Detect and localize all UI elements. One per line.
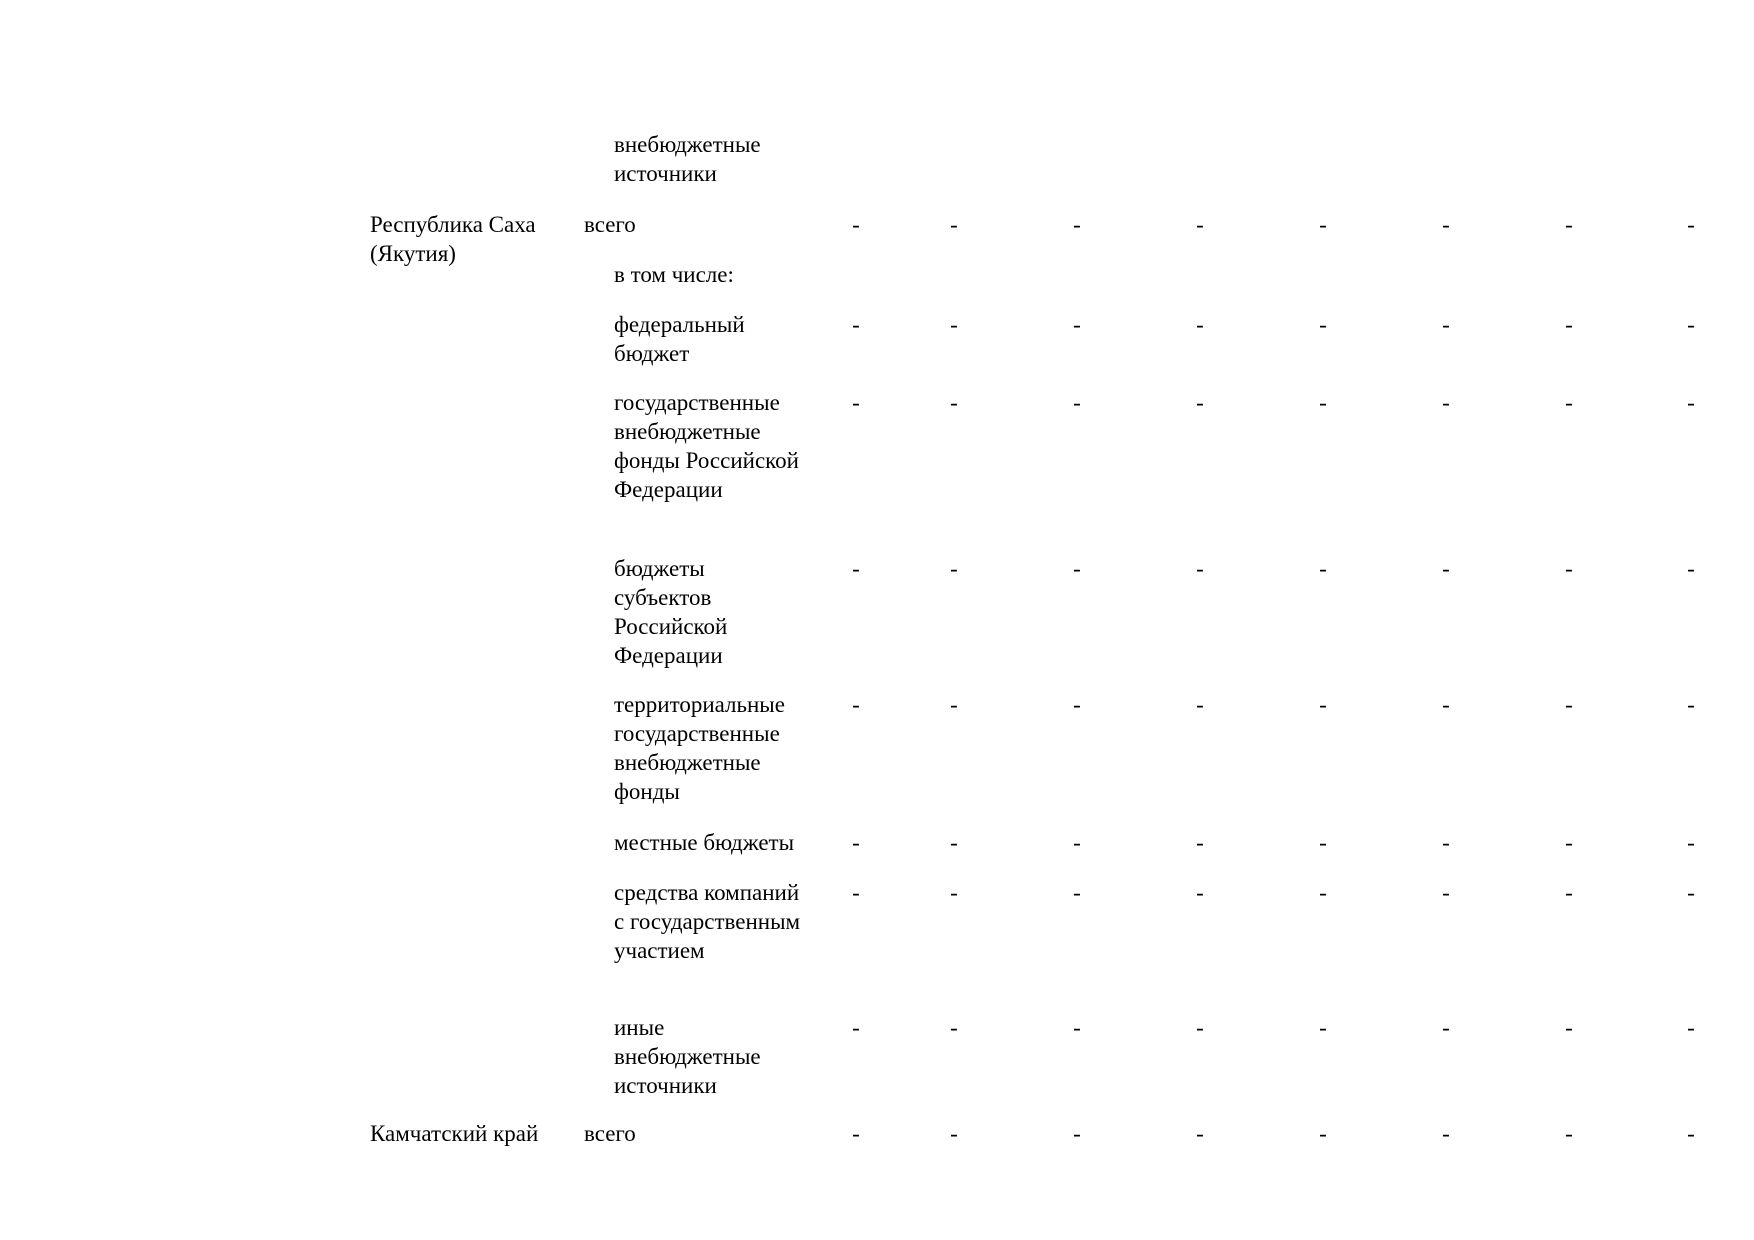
table-cell-value: - bbox=[1319, 212, 1327, 237]
table-cell-value: - bbox=[1442, 830, 1450, 855]
funding-source-label: бюджеты субъектов Российской Федерации bbox=[614, 556, 728, 668]
table-cell-value: - bbox=[950, 830, 958, 855]
table-cell-value: - bbox=[1687, 390, 1695, 415]
table-cell-value: - bbox=[1565, 556, 1573, 581]
table-cell-value: - bbox=[1073, 212, 1081, 237]
table-cell-value: - bbox=[1687, 312, 1695, 337]
table-cell-value: - bbox=[1687, 556, 1695, 581]
table-cell-value: - bbox=[1687, 692, 1695, 717]
table-cell-value: - bbox=[950, 312, 958, 337]
table-cell-value: - bbox=[852, 880, 860, 905]
funding-source-label: всего bbox=[584, 212, 636, 237]
table-cell-value: - bbox=[1565, 692, 1573, 717]
table-cell-value: - bbox=[950, 390, 958, 415]
table-cell-value: - bbox=[1319, 880, 1327, 905]
table-cell-value: - bbox=[1319, 1121, 1327, 1146]
table-cell-value: - bbox=[950, 1121, 958, 1146]
table-cell-value: - bbox=[1073, 390, 1081, 415]
table-cell-value: - bbox=[1442, 312, 1450, 337]
table-cell-value: - bbox=[950, 212, 958, 237]
table-cell-value: - bbox=[1687, 1015, 1695, 1040]
table-cell-value: - bbox=[852, 212, 860, 237]
table-cell-value: - bbox=[950, 556, 958, 581]
table-cell-value: - bbox=[1565, 212, 1573, 237]
table-cell-value: - bbox=[1565, 1015, 1573, 1040]
table-cell-value: - bbox=[1319, 556, 1327, 581]
table-cell-value: - bbox=[1565, 390, 1573, 415]
table-cell-value: - bbox=[1565, 312, 1573, 337]
table-cell-value: - bbox=[1687, 880, 1695, 905]
funding-source-label: в том числе: bbox=[614, 262, 734, 287]
table-cell-value: - bbox=[1073, 1015, 1081, 1040]
table-cell-value: - bbox=[1687, 1121, 1695, 1146]
table-cell-value: - bbox=[852, 692, 860, 717]
table-cell-value: - bbox=[852, 830, 860, 855]
table-cell-value: - bbox=[1442, 692, 1450, 717]
table-cell-value: - bbox=[1319, 312, 1327, 337]
table-cell-value: - bbox=[1196, 880, 1204, 905]
table-cell-value: - bbox=[852, 1015, 860, 1040]
table-cell-value: - bbox=[1073, 1121, 1081, 1146]
table-cell-value: - bbox=[852, 312, 860, 337]
table-cell-value: - bbox=[1687, 212, 1695, 237]
table-cell-value: - bbox=[1442, 390, 1450, 415]
table-cell-value: - bbox=[1196, 312, 1204, 337]
table-cell-value: - bbox=[1073, 312, 1081, 337]
table-cell-value: - bbox=[1196, 830, 1204, 855]
table-cell-value: - bbox=[1196, 212, 1204, 237]
table-cell-value: - bbox=[1442, 880, 1450, 905]
table-cell-value: - bbox=[1319, 1015, 1327, 1040]
table-cell-value: - bbox=[1196, 692, 1204, 717]
region-name: Камчатский край bbox=[370, 1121, 539, 1146]
funding-source-label: всего bbox=[584, 1121, 636, 1146]
table-cell-value: - bbox=[1073, 880, 1081, 905]
table-cell-value: - bbox=[1442, 1121, 1450, 1146]
table-cell-value: - bbox=[1687, 830, 1695, 855]
table-cell-value: - bbox=[852, 556, 860, 581]
table-cell-value: - bbox=[1442, 1015, 1450, 1040]
table-cell-value: - bbox=[1565, 830, 1573, 855]
table-cell-value: - bbox=[1565, 1121, 1573, 1146]
funding-source-label: федеральный бюджет bbox=[614, 312, 745, 366]
table-cell-value: - bbox=[1442, 556, 1450, 581]
table-cell-value: - bbox=[1196, 390, 1204, 415]
table-cell-value: - bbox=[1565, 880, 1573, 905]
table-cell-value: - bbox=[1319, 830, 1327, 855]
table-cell-value: - bbox=[1073, 830, 1081, 855]
table-cell-value: - bbox=[1196, 556, 1204, 581]
table-cell-value: - bbox=[852, 1121, 860, 1146]
funding-source-label: территориальные государственные внебюджетные фонды bbox=[614, 692, 785, 804]
table-cell-value: - bbox=[1196, 1121, 1204, 1146]
table-cell-value: - bbox=[1073, 692, 1081, 717]
table-cell-value: - bbox=[852, 390, 860, 415]
table-cell-value: - bbox=[950, 880, 958, 905]
region-name: Республика Саха (Якутия) bbox=[370, 212, 536, 266]
table-cell-value: - bbox=[950, 1015, 958, 1040]
table-cell-value: - bbox=[1319, 390, 1327, 415]
funding-source-label: государственные внебюджетные фонды Российской Федерации bbox=[614, 390, 799, 502]
table-cell-value: - bbox=[1073, 556, 1081, 581]
table-cell-value: - bbox=[950, 692, 958, 717]
table-cell-value: - bbox=[1319, 692, 1327, 717]
table-cell-value: - bbox=[1196, 1015, 1204, 1040]
table-cell-value: - bbox=[1442, 212, 1450, 237]
funding-source-label: средства компаний с государственным участием bbox=[614, 880, 801, 963]
funding-source-label: местные бюджеты bbox=[614, 830, 795, 855]
funding-source-label: внебюджетные источники bbox=[614, 132, 761, 186]
funding-source-label: иные внебюджетные источники bbox=[614, 1015, 761, 1098]
